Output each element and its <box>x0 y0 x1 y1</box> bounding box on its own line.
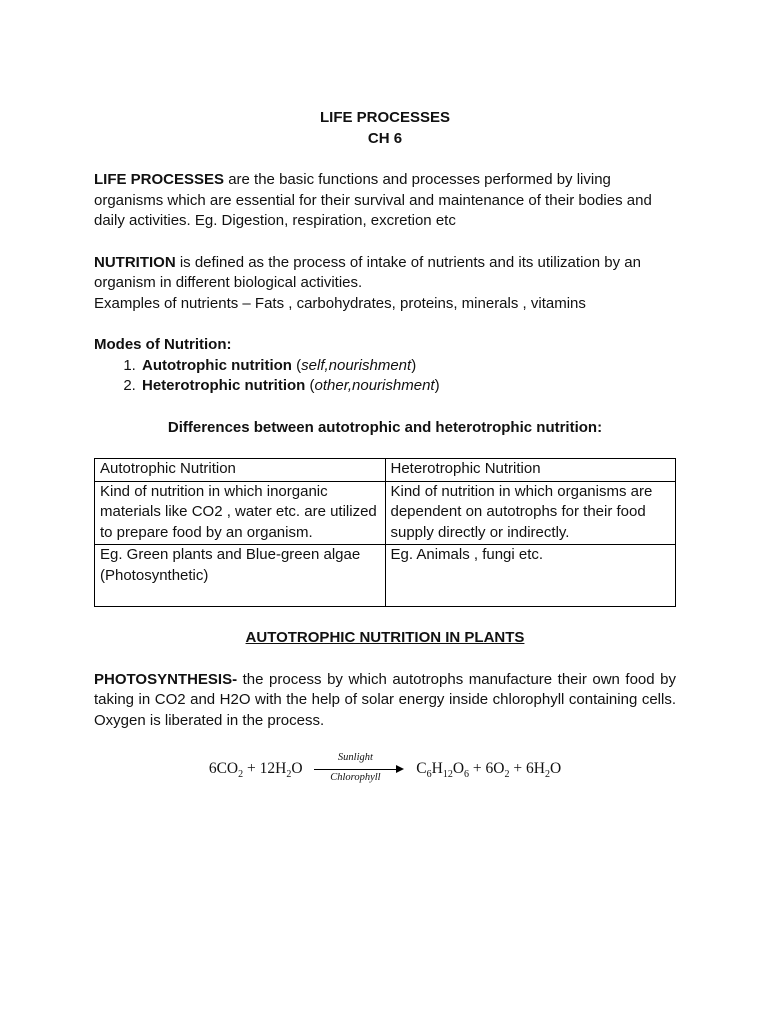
table-row <box>95 545 676 607</box>
mode-note: self,nourishment <box>301 356 412 374</box>
life-processes-paragraph <box>94 170 676 232</box>
mode-name: Heterotrophic nutrition <box>142 377 306 394</box>
nutrition-paragraph <box>94 253 676 294</box>
mode-item: 1. Autotrophic nutrition (self,nourishment) <box>140 356 676 377</box>
mode-name: Autotrophic nutrition <box>142 356 292 374</box>
document-title: LIFE PROCESSES <box>319 109 451 126</box>
differences-table <box>94 458 676 607</box>
chapter-label: CH 6 <box>367 129 403 147</box>
photosynthesis-paragraph <box>94 670 676 732</box>
table-header-cell: Autotrophic Nutrition <box>95 459 386 482</box>
modes-list <box>94 356 676 397</box>
photosynthesis-term: PHOTOSYNTHESIS- <box>94 670 238 688</box>
table-cell: Kind of nutrition in which inorganic materials like CO2 , water etc. are utilized to prepare food by an organism. <box>95 481 386 545</box>
reaction-condition-chlorophyll: Chlorophyll <box>330 772 381 784</box>
document-page <box>94 108 676 786</box>
modes-heading: Modes of Nutrition: <box>94 336 232 353</box>
life-processes-definition: are the basic functions and processes performed by living organisms which are essential for their survival and maintenance of their bodies and daily activities. Eg. Digestion, respiration, excretion etc <box>94 171 652 229</box>
photosynthesis-equation: $6CO_2 + 12H_2O$ Sunlight Chlorophyll $C_6H_{12}O_6 + 6O_2 + 6H_2O$ <box>208 752 562 784</box>
table-header-row <box>95 459 676 482</box>
reaction-condition-sunlight: Sunlight <box>337 752 373 764</box>
nutrition-definition: is defined as the process of intake of nutrients and its utilization by an organism in different biological activities. <box>94 253 641 291</box>
life-processes-term: LIFE PROCESSES <box>94 171 225 188</box>
table-row <box>95 481 676 545</box>
mode-note: other,nourishment <box>314 377 435 394</box>
table-cell: Eg. Green plants and Blue-green algae (Photosynthetic) <box>95 545 386 607</box>
nutrition-term: NUTRITION <box>94 253 176 271</box>
mode-item: 2. Heterotrophic nutrition (other,nourishment) <box>140 376 676 397</box>
table-header-cell: Heterotrophic Nutrition <box>385 459 676 482</box>
autotrophic-section-heading: AUTOTROPHIC NUTRITION IN PLANTS <box>245 629 525 646</box>
differences-heading: Differences between autotrophic and heterotrophic nutrition: <box>167 418 603 436</box>
table-cell: Eg. Animals , fungi etc. <box>385 545 676 607</box>
nutrient-examples: Examples of nutrients – Fats , carbohydrates, proteins, minerals , vitamins <box>94 294 586 312</box>
photosynthesis-definition: the process by which autotrophs manufacture their own food by taking in CO2 and H2O with the help of solar energy inside chlorophyll containing cells. Oxygen is liberated in the process. <box>94 670 676 729</box>
table-cell: Kind of nutrition in which organisms are dependent on autotrophs for their food supply directly or indirectly. <box>385 481 676 545</box>
reaction-arrow-icon <box>314 752 404 784</box>
